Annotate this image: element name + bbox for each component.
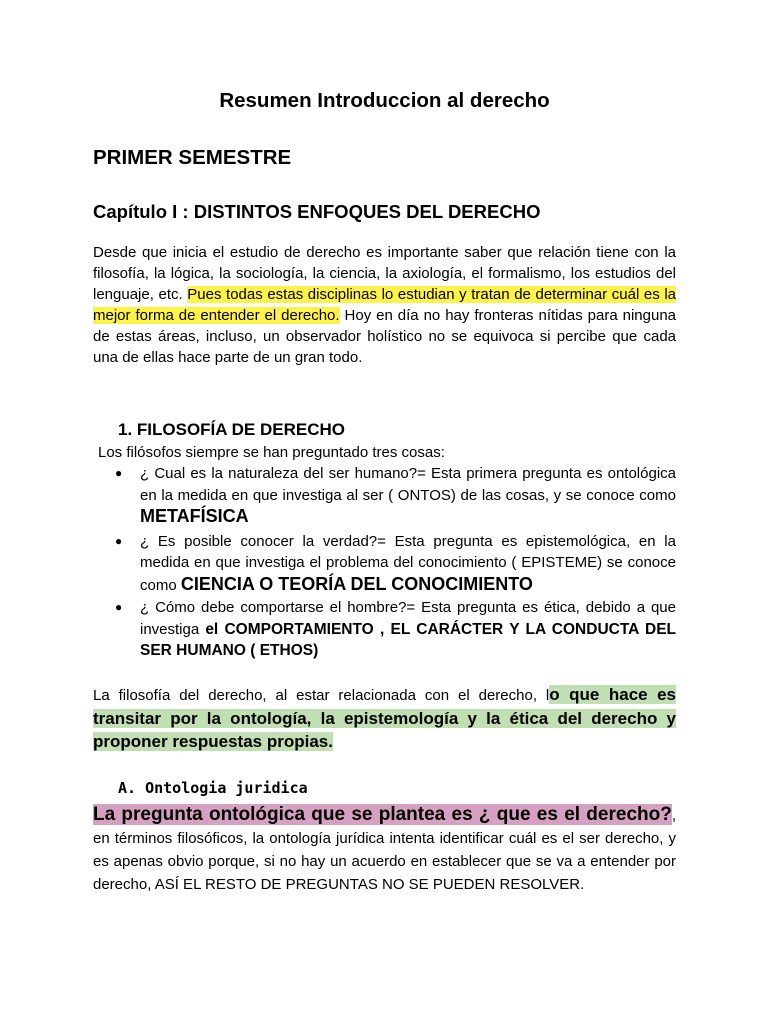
intro-text-a: Desde que inicia el estudio de derecho es importante saber que relación tiene con la filosofía, la lógica, la sociología, la ciencia, la axiología, el formalismo, los estudios del lenguaje, etc. <box>93 244 676 303</box>
list-item-text: ¿ Cual es la naturaleza del ser humano?= Esta primera pregunta es ontológica en la medida en que investiga al ser ( ONTOS) de las cosas, y se conoce como <box>140 465 676 504</box>
section-heading-filosofia: 1. FILOSOFÍA DE DERECHO <box>118 420 346 439</box>
philosophy-highlight: o que hace es transitar por la ontología, la epistemología y la ética del derecho y proponer respuestas propias. <box>93 685 677 751</box>
list-item-bold: CIENCIA O TEORÍA DEL CONOCIMIENTO <box>180 573 533 594</box>
section-intro-line: Los filósofos siempre se han preguntado tres cosas: <box>98 444 445 461</box>
list-item <box>93 531 676 597</box>
bullet-dot-icon: ● <box>115 466 123 480</box>
list-item-text: ¿ Cómo debe comportarse el hombre?= Esta pregunta es ética, debido a que investiga <box>140 599 676 638</box>
chapter-heading: Capítulo I : DISTINTOS ENFOQUES DEL DERECHO <box>93 201 541 222</box>
list-item <box>93 463 676 529</box>
intro-text-b: Hoy en día no hay fronteras nítidas para ninguna de estas áreas, incluso, un observador holístico no se equivoca si percibe que cada una de ellas hace parte de un gran todo. <box>93 307 676 366</box>
subsection-heading-ontologia: A. Ontologia juridica <box>118 779 308 797</box>
bullet-dot-icon: ● <box>115 600 123 614</box>
semester-heading: PRIMER SEMESTRE <box>93 146 292 169</box>
intro-highlight: Pues todas estas disciplinas lo estudian y tratan de determinar cuál es la mejor forma de entender el derecho. <box>93 286 676 324</box>
ontology-paragraph <box>93 803 676 896</box>
list-item <box>93 597 676 662</box>
questions-list <box>93 463 676 662</box>
ontology-text-b: , en términos filosóficos, la ontología jurídica intenta identificar cuál es el ser derecho, y es apenas obvio porque, si no hay un acuerdo en establecer que se va a entender por derecho, ASÍ EL RESTO DE PREGUNTAS NO SE PUEDEN RESOLVER. <box>93 807 676 893</box>
list-item-text: ¿ Es posible conocer la verdad?= Esta pregunta es epistemológica, en la medida en que investiga el problema del conocimiento ( EPISTEME) se conoce como <box>140 532 676 594</box>
intro-paragraph <box>93 242 676 368</box>
document-title: Resumen Introduccion al derecho <box>219 89 550 112</box>
bullet-dot-icon: ● <box>115 533 123 548</box>
list-item-bold: el COMPORTAMIENTO , EL CARÁCTER Y LA CONDUCTA DEL SER HUMANO ( ETHOS) <box>140 620 677 659</box>
list-item-bold: METAFÍSICA <box>140 506 249 526</box>
ontology-highlight: La pregunta ontológica que se plantea es ¿ que es el derecho? <box>93 804 672 825</box>
philosophy-text-a: La filosofía del derecho, al estar relacionada con el derecho, l <box>93 687 550 704</box>
philosophy-paragraph <box>93 684 676 755</box>
